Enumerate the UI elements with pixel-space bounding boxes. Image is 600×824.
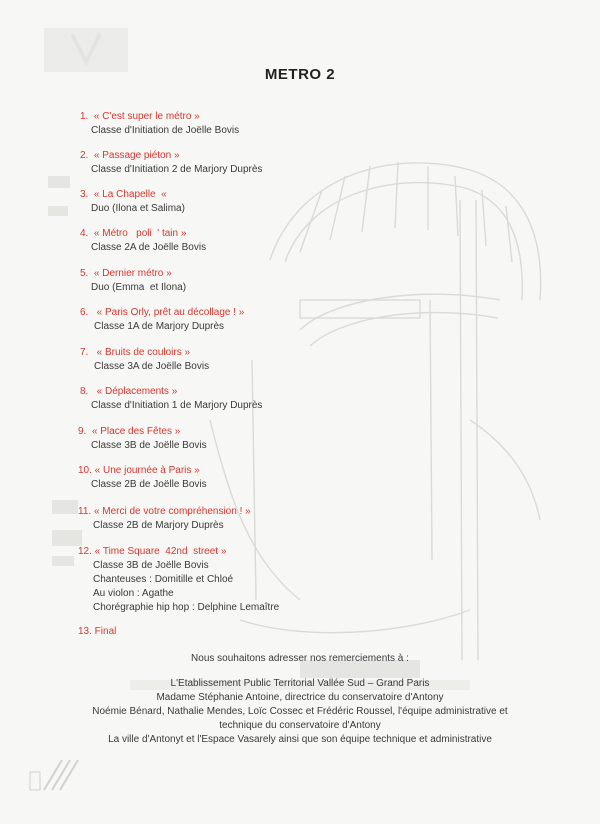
program-item-detail: Classe 2B de Marjory Duprès	[93, 520, 224, 531]
program-item	[80, 188, 185, 216]
program-item-detail: Chanteuses : Domitille et Chloé	[93, 574, 234, 585]
program-item-title: 13. Final	[78, 626, 117, 637]
program-item-detail: Classe 3B de Joëlle Bovis	[91, 440, 207, 451]
program-item-detail: Classe d'Initiation de Joëlle Bovis	[91, 125, 240, 136]
bleed-city-logo	[30, 760, 78, 790]
program-item	[80, 267, 186, 295]
acknowledgement-line: technique du conservatoire d'Antony	[219, 720, 381, 731]
page-title: METRO 2	[264, 66, 336, 83]
program-item	[80, 110, 239, 138]
program-item-title: 12. « Time Square 42nd street »	[78, 546, 227, 557]
acknowledgements-heading: Nous souhaitons adresser nos remerciements à :	[191, 653, 409, 664]
program-item	[78, 464, 207, 492]
acknowledgements	[0, 652, 600, 747]
program-item-title: 2. « Passage piéton »	[80, 150, 180, 161]
program-item-title: 4. « Métro poli ' tain »	[80, 228, 187, 239]
program-item-detail: Classe 3B de Joëlle Bovis	[93, 560, 209, 571]
program-item-title: 7. « Bruits de couloirs »	[80, 347, 191, 358]
program-item-title: 1. « C'est super le métro »	[80, 111, 200, 122]
program-item-title: 3. « La Chapelle «	[80, 189, 167, 200]
acknowledgement-line: Madame Stéphanie Antoine, directrice du conservatoire d'Antony	[156, 692, 444, 703]
program-item	[78, 425, 207, 453]
program-item-detail: Classe 3A de Joëlle Bovis	[94, 361, 210, 372]
program-item-title: 5. « Dernier métro »	[80, 268, 172, 279]
program-item	[80, 306, 244, 334]
program-item-title: 6. « Paris Orly, prêt au décollage ! »	[80, 307, 245, 318]
acknowledgement-line: Noémie Bénard, Nathalie Mendes, Loïc Cossec et Frédéric Roussel, l'équipe administrative et	[92, 706, 508, 717]
program-item-detail: Classe 2B de Joëlle Bovis	[91, 479, 207, 490]
program-item-detail: Classe d'Initiation 1 de Marjory Duprès	[91, 400, 263, 411]
program-item	[78, 505, 251, 533]
program-item-detail: Au violon : Agathe	[93, 588, 174, 599]
bleed-text-block	[48, 176, 70, 188]
program-item-title: 10. « Une journée à Paris »	[78, 465, 200, 476]
program-item	[80, 385, 262, 413]
program-item-title: 8. « Déplacements »	[80, 386, 178, 397]
program-item	[80, 149, 262, 177]
program-item	[80, 227, 206, 255]
acknowledgement-line: La ville d'Antonyt et l'Espace Vasarely ainsi que son équipe technique et administrative	[108, 734, 492, 745]
acknowledgement-line: L'Etablissement Public Territorial Vallée Sud – Grand Paris	[170, 678, 430, 689]
program-item-detail: Duo (Ilona et Salima)	[91, 203, 185, 214]
program-item	[80, 346, 209, 374]
program-item-detail: Classe 1A de Marjory Duprès	[94, 321, 225, 332]
program-item-detail: Classe 2A de Joëlle Bovis	[91, 242, 207, 253]
program-item-detail: Classe d'Initiation 2 de Marjory Duprès	[91, 164, 263, 175]
program-item-title: 9. « Place des Fêtes »	[78, 426, 181, 437]
program-item	[78, 545, 279, 615]
program-item-detail: Chorégraphie hip hop : Delphine Lemaître	[93, 602, 280, 613]
program-item	[78, 625, 116, 639]
program-item-title: 11. « Merci de votre compréhension ! »	[78, 506, 251, 517]
program-item-detail: Duo (Emma et Ilona)	[91, 282, 187, 293]
